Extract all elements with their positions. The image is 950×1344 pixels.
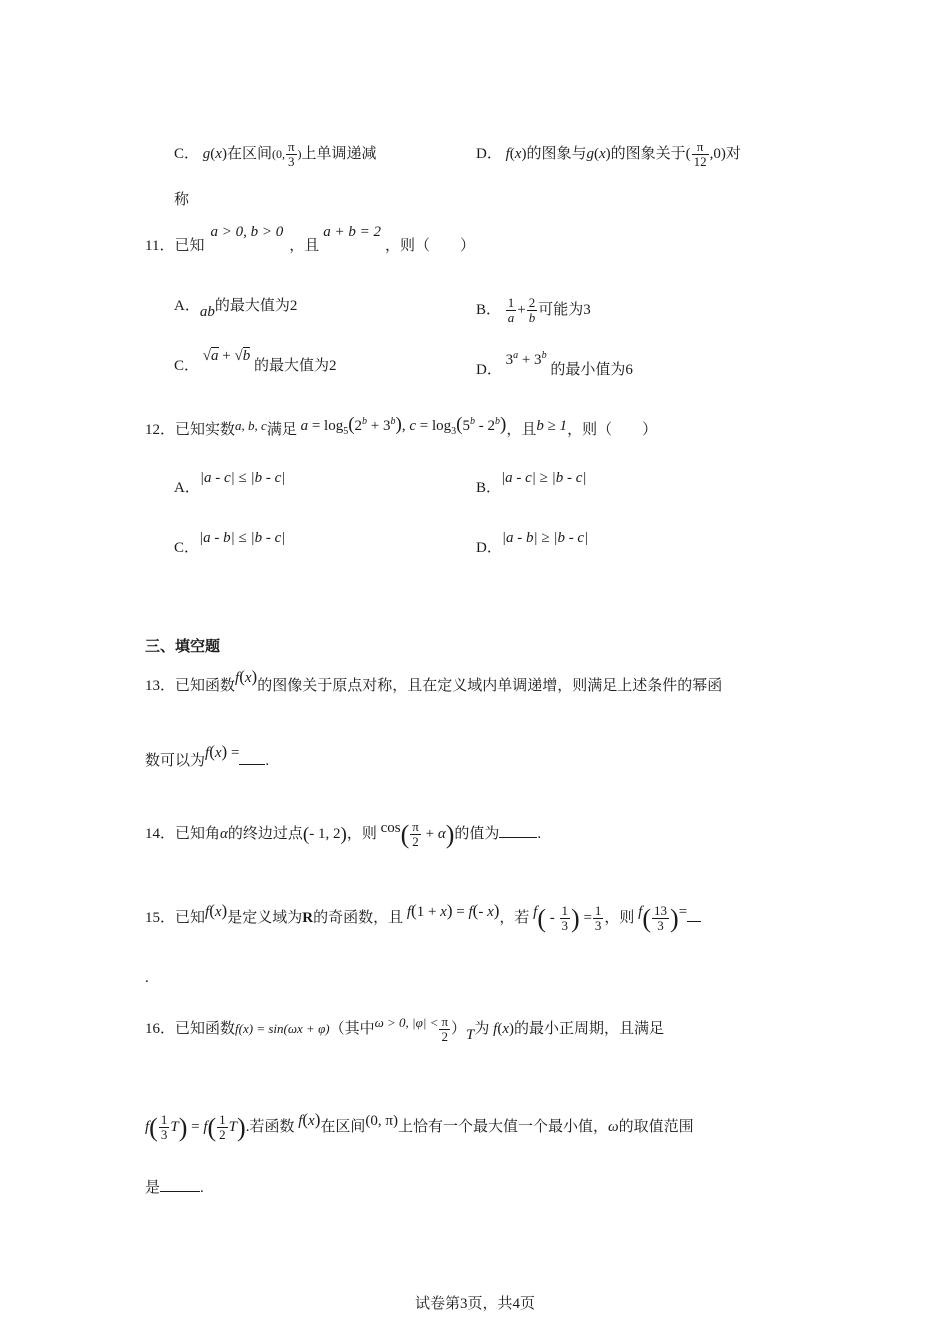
q11-option-a: A．ab的最大值为2 [174,298,298,320]
q10-option-d-wrap: 称 [174,192,190,208]
q12-option-b: B．|a - c| ≥ |b - c| [476,470,587,496]
q13-line2: 数可以为f(x) = . [145,742,270,769]
q14-stem: 14．已知角α的终边过点(- 1, 2)，则 cos( $\frac{\pi}{2}$ + α)的值为 . [145,819,542,849]
section-title: 三、填空题 [145,639,221,655]
q12-stem: 12．已知实数a, b, c满足 $a = \log_5(2^b + 3^b)$, $c = \log_3(5^b - 2^b)$，且b ≥ 1，则（ ） [145,414,658,438]
q11-option-b: B． $\frac{1}{a}$ + $\frac{2}{b}$ 可能为3 [476,295,591,325]
q10-option-c: C． g(x)在区间(0, $\frac{\pi}{3}$ )上单调递减 [174,139,377,169]
q13-stem: 13．已知函数f(x)的图像关于原点对称，且在定义域内单调递增，则满足上述条件的幂函 [145,667,723,694]
q16-line2: f( $\frac{1}{3}$ T) = f( $\frac{1}{2}$ T).若函数 f(x)在区间(0, π)上恰有一个最大值一个最小值，ω的取值范围 [145,1109,694,1142]
q11-option-d: D． $3^a + 3^b$ 的最小值为6 [476,350,633,378]
q16-line3: 是 . [145,1180,204,1196]
q11-option-c: C． √a + √b 的最大值为2 [174,348,337,374]
page-footer: 试卷第3页，共4页 [414,1296,535,1312]
q11-stem: 11．已知a > 0, b > 0，且a + b = 2，则（ ） [145,224,475,254]
q15-stem: 15．已知f(x)是定义域为R的奇函数，且 f(1 + x) = f(- x)，若 f( - $\frac{1}{3}$ ) = $\frac{1}{3}$ ，则 f( $\frac{13}{3}$ )= [145,904,701,933]
q10-option-d: D． f(x)的图象与g(x)的图象关于( $\frac{\pi}{12}$ ,0)对 [476,139,741,169]
q12-option-c: C．|a - b| ≤ |b - c| [174,530,286,556]
q15-tail: . [145,970,149,986]
q12-option-a: A．|a - c| ≤ |b - c| [174,470,286,496]
q12-option-d: D．|a - b| ≥ |b - c| [476,530,589,556]
q16-stem: 16．已知函数f(x) = sin(ωx + φ)（其中ω > 0, |φ| < $\frac{\pi}{2}$ ）T为 f(x)的最小正周期，且满足 [145,1014,664,1044]
